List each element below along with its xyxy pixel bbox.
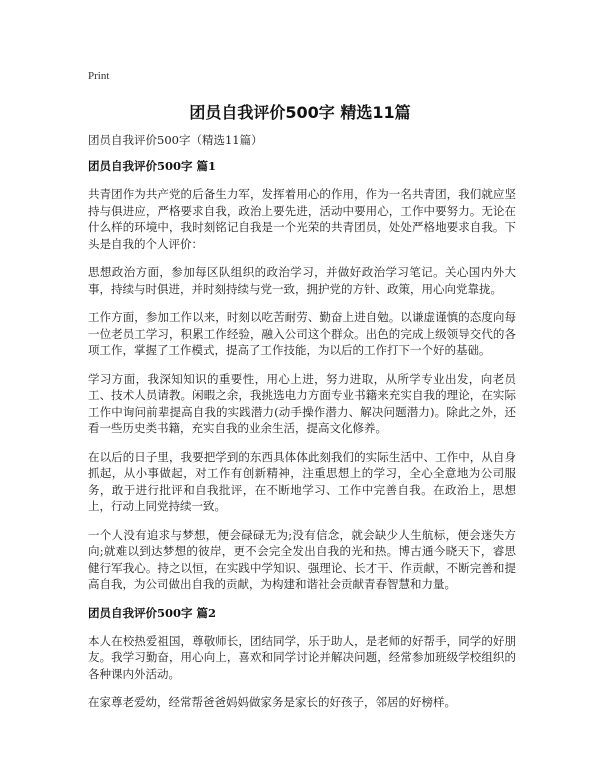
page-title: 团员自我评价500字 精选11篇 <box>189 103 411 122</box>
section-heading-2: 团员自我评价500字 篇2 <box>88 605 217 620</box>
document-body <box>88 158 516 723</box>
paragraph: 学习方面，我深知知识的重要性，用心上进，努力进取，从所学专业出发，向老员工、技术人员请教。闲暇之余，我挑选电力方面专业书籍来充实自我的理论，在实际工作中询问前辈提高自我的实践潜力(动手操作潜力、解决问题潜力)。除此之外，还看一些历史类书籍，充实自我的业余生活，提高文化修养。 <box>88 371 516 435</box>
print-link[interactable]: Print <box>88 70 110 82</box>
paragraph: 思想政治方面，参加每区队组织的政治学习，并做好政治学习笔记。关心国内外大事，持续与时俱进，并时刻持续与党一致，拥护党的方针、政策，用心向党靠拢。 <box>88 265 516 296</box>
section-heading-1: 团员自我评价500字 篇1 <box>88 159 217 173</box>
paragraph: 本人在校热爱祖国，尊敬师长，团结同学，乐于助人，是老师的好帮手，同学的好朋友。我学习勤奋，用心向上，喜欢和同学讨论并解决问题，经常参加班级学校组织的各种课内外活动。 <box>88 633 516 681</box>
paragraph: 工作方面，参加工作以来，时刻以吃苦耐劳、勤奋上进自勉。以谦虚谨慎的态度向每一位老员工学习，积累工作经验，融入公司这个群众。出色的完成上级领导交代的各项工作，掌握了工作模式，提高了工作技能，为以后的工作打下一个好的基础。 <box>88 310 516 357</box>
paragraph: 在家尊老爱幼，经常帮爸爸妈妈做家务是家长的好孩子，邻居的好榜样。 <box>88 695 456 709</box>
paragraph: 一个人没有追求与梦想，便会碌碌无为;没有信念，就会缺少人生航标，便会迷失方向;就难以到达梦想的彼岸，更不会完全发出自我的光和热。博古通今晓天下，睿思健行军我心。持之以恒，在实践中学知识、强理论、长才干、作贡献，不断完善和提高自我，为公司做出自我的贡献，为构建和谐社会贡献青春智慧和力量。 <box>88 527 516 591</box>
paragraph: 在以后的日子里，我要把学到的东西具体体此刻我们的实际生活中、工作中，从自身抓起，从小事做起，对工作有创新精神，注重思想上的学习，全心全意地为公司服务，敢于进行批评和自我批评，在不断地学习、工作中完善自我。在政治上，思想上，行动上同党持续一致。 <box>88 449 516 513</box>
paragraph: 共青团作为共产党的后备生力军，发挥着用心的作用，作为一名共青团，我们就应坚持与俱进应，严格要求自我，政治上要先进，活动中要用心，工作中要努力。无论在什么样的环境中，我时刻铭记自我是一个光荣的共青团员，处处严格地要求自我。下头是自我的个人评价： <box>88 187 516 251</box>
document-subtitle: 团员自我评价500字（精选11篇） <box>88 133 263 147</box>
